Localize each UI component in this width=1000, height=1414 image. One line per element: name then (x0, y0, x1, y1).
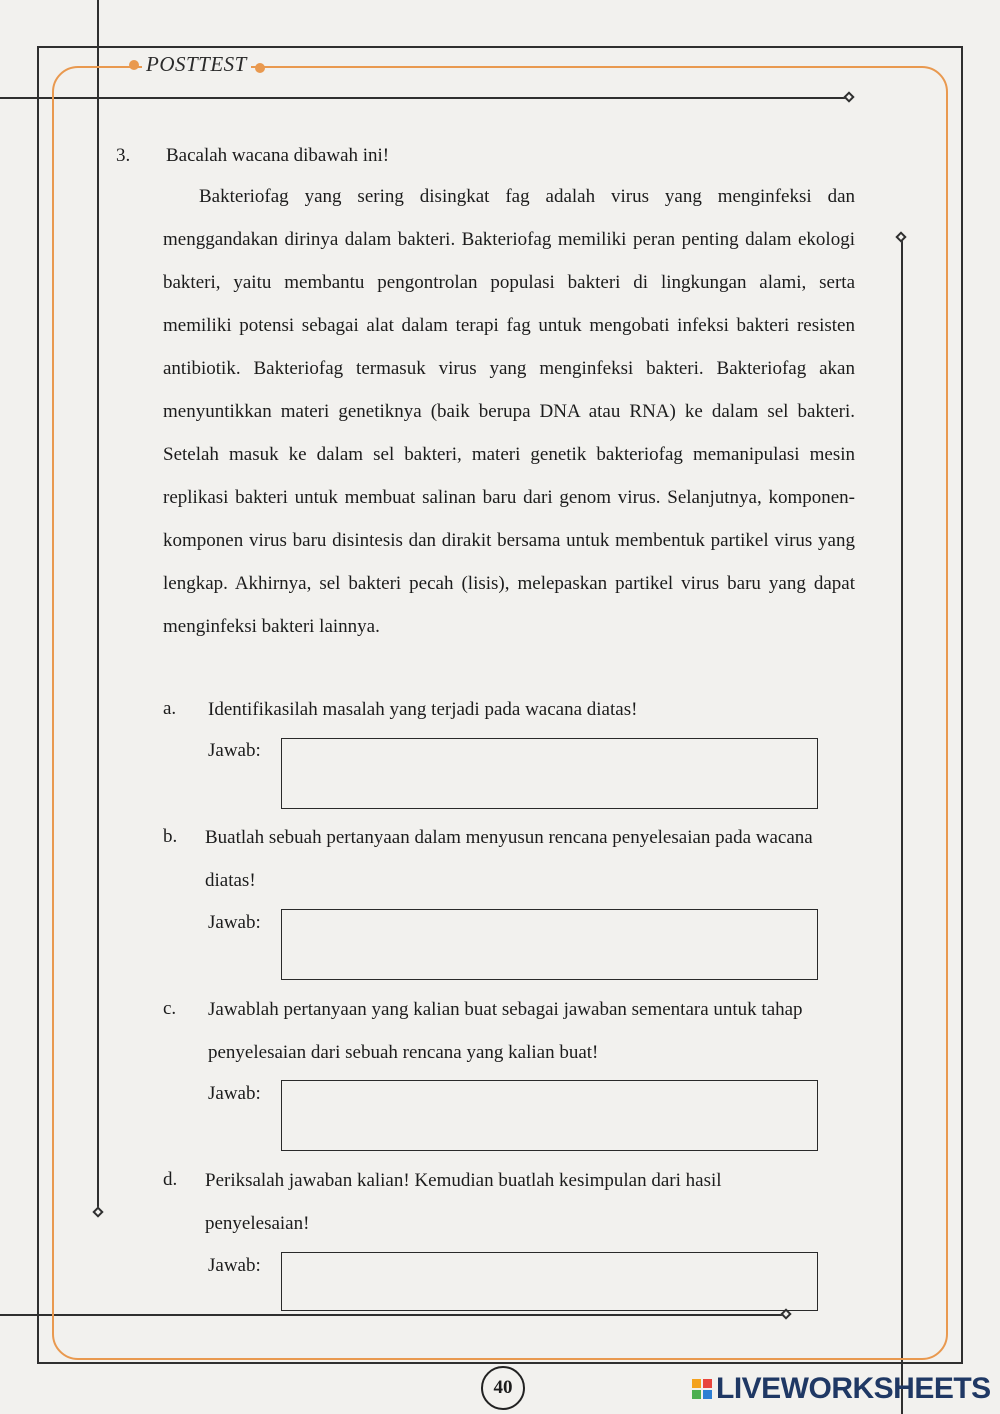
outer-frame-right (961, 46, 963, 1364)
outer-frame-top (37, 46, 963, 48)
page-number: 40 (481, 1366, 525, 1410)
item-a-text: Identifikasilah masalah yang terjadi pada wacana diatas! (208, 699, 638, 720)
liveworksheets-logo-icon (692, 1379, 712, 1399)
brand-text: LIVEWORKSHEETS (716, 1372, 991, 1405)
item-d-text: Periksalah jawaban kalian! Kemudian buatlah kesimpulan dari hasil penyelesaian! (205, 1170, 722, 1234)
item-d-letter: d. (163, 1169, 178, 1190)
liveworksheets-brand[interactable] (692, 1372, 991, 1406)
item-a-answer-box[interactable] (281, 738, 818, 809)
header-dot-right (255, 63, 265, 73)
item-c-answer-label: Jawab: (208, 1083, 261, 1104)
item-d-answer-box[interactable] (281, 1252, 818, 1311)
item-b-text: Buatlah sebuah pertanyaan dalam menyusun rencana penyelesaian pada wacana diatas! (205, 827, 813, 891)
item-a-letter: a. (163, 698, 177, 719)
item-c-text: Jawablah pertanyaan yang kalian buat sebagai jawaban sementara untuk tahap penyelesaian dari sebuah rencana yang kalian buat! (208, 999, 803, 1063)
outer-frame-left (37, 46, 39, 1364)
item-b-answer-box[interactable] (281, 909, 818, 980)
outer-frame-bottom (37, 1362, 963, 1364)
item-c-letter: c. (163, 998, 177, 1019)
reading-passage: Bakteriofag yang sering disingkat fag adalah virus yang menginfeksi dan menggandakan dirinya dalam bakteri. Bakteriofag memiliki peran penting dalam ekologi bakteri, yaitu membantu pengontrolan populasi bakteri di lingkungan alami, serta memiliki potensi sebagai alat dalam terapi fag untuk mengobati infeksi bakteri resisten antibiotik. Bakteriofag termasuk virus yang menginfeksi bakteri. Bakteriofag akan menyuntikkan materi genetiknya (baik berupa DNA atau RNA) ke dalam sel bakteri. Setelah masuk ke dalam sel bakteri, materi genetik bakteriofag memanipulasi mesin replikasi bakteri untuk membuat salinan baru dari genom virus. Selanjutnya, komponen-komponen virus baru disintesis dan dirakit bersama untuk membentuk partikel virus yang lengkap. Akhirnya, sel bakteri pecah (lisis), melepaskan partikel virus baru yang dapat menginfeksi bakteri lainnya. (163, 186, 855, 637)
item-a-answer-label: Jawab: (208, 740, 261, 761)
item-b-letter: b. (163, 826, 178, 847)
header-title: POSTTEST (142, 52, 251, 77)
header-dot-left (129, 60, 139, 70)
question-intro: Bacalah wacana dibawah ini! (166, 145, 390, 166)
item-b-answer-label: Jawab: (208, 912, 261, 933)
question-number: 3. (116, 145, 131, 166)
item-d-answer-label: Jawab: (208, 1255, 261, 1276)
item-c-answer-box[interactable] (281, 1080, 818, 1151)
